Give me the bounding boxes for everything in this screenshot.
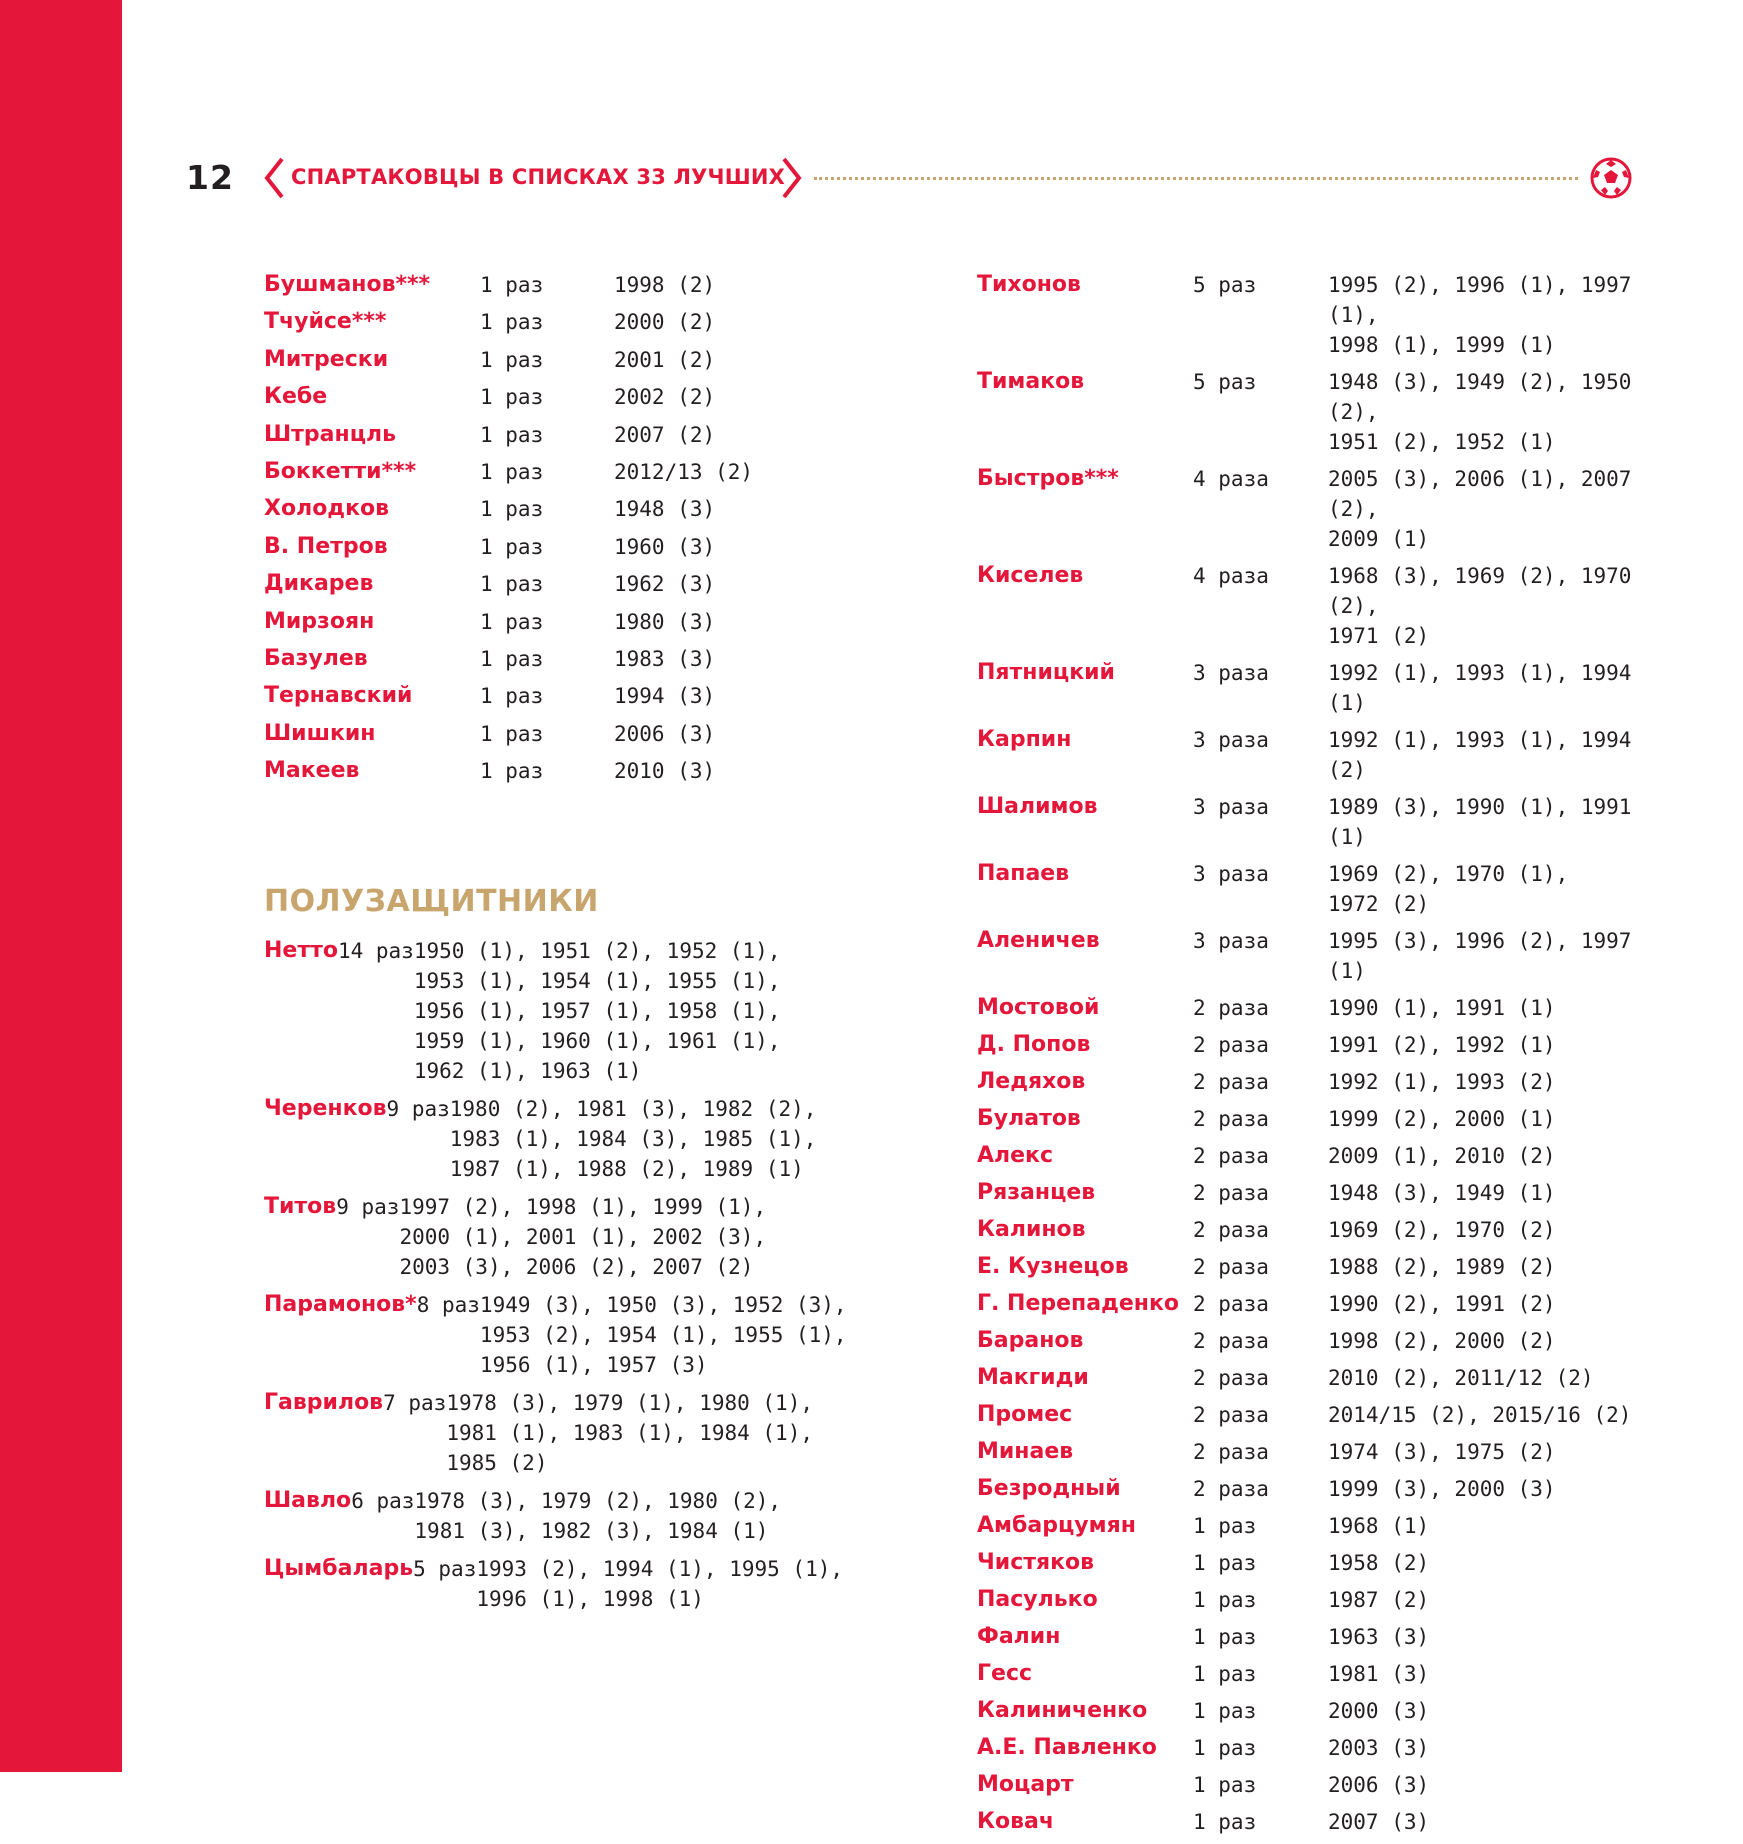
player-row bbox=[977, 1178, 1638, 1208]
player-name: Рязанцев bbox=[977, 1180, 1096, 1205]
player-name: Тернавский bbox=[264, 683, 413, 709]
player-row bbox=[264, 420, 924, 457]
selection-years bbox=[1328, 1289, 1638, 1319]
selection-years bbox=[414, 1486, 781, 1546]
selection-years bbox=[1328, 1807, 1638, 1837]
selection-years: 1948 (3) bbox=[614, 497, 716, 522]
selection-years bbox=[1328, 1326, 1638, 1356]
years-line: 1963 (3) bbox=[1328, 1625, 1430, 1649]
years-line: 1968 (1) bbox=[1328, 1514, 1430, 1538]
player-name: Амбарцумян bbox=[977, 1513, 1136, 1538]
selection-years bbox=[1328, 1363, 1638, 1393]
player-name: Калиниченко bbox=[977, 1698, 1148, 1723]
selection-years bbox=[1328, 1252, 1638, 1282]
years-line: 1995 (2), 1996 (1), 1997 (1), bbox=[1328, 273, 1632, 327]
years-line: 2005 (3), 2006 (1), 2007 (2), bbox=[1328, 467, 1632, 521]
years-line: 1948 (3), 1949 (2), 1950 (2), bbox=[1328, 370, 1632, 424]
player-name: Карпин bbox=[977, 727, 1072, 752]
selection-count: 2 раза bbox=[1193, 1292, 1269, 1316]
player-name: Безродный bbox=[977, 1476, 1121, 1501]
selection-years bbox=[1328, 1585, 1638, 1615]
selection-count: 9 раз bbox=[336, 1195, 400, 1219]
years-line: 1997 (2), 1998 (1), 1999 (1), bbox=[399, 1195, 767, 1219]
player-name: Чистяков bbox=[977, 1550, 1095, 1575]
player-name: Ледяхов bbox=[977, 1069, 1086, 1094]
years-line: 1990 (1), 1991 (1) bbox=[1328, 996, 1556, 1020]
selection-count: 1 раз bbox=[1193, 1662, 1257, 1686]
player-name: Базулев bbox=[264, 645, 368, 671]
selection-count: 1 раз bbox=[1193, 1625, 1257, 1649]
player-row bbox=[264, 756, 924, 793]
years-line: 1995 (3), 1996 (2), 1997 (1) bbox=[1328, 929, 1632, 983]
years-line: 1992 (1), 1993 (2) bbox=[1328, 1070, 1556, 1094]
selection-years bbox=[1328, 561, 1638, 651]
selection-count: 1 раз bbox=[480, 684, 544, 709]
selection-count: 2 раза bbox=[1193, 1070, 1269, 1094]
player-name: Кебе bbox=[264, 384, 328, 410]
player-name: Пятницкий bbox=[977, 660, 1115, 685]
selection-count: 1 раз bbox=[1193, 1514, 1257, 1538]
player-row bbox=[977, 1030, 1638, 1060]
player-name: Алекс bbox=[977, 1143, 1054, 1168]
selection-count: 8 раз bbox=[416, 1293, 480, 1317]
player-row bbox=[977, 725, 1638, 785]
player-row bbox=[264, 1388, 847, 1478]
selection-years bbox=[1328, 464, 1638, 554]
player-name: Быстров*** bbox=[977, 466, 1119, 491]
selection-count: 1 раз bbox=[480, 609, 544, 634]
selection-count: 1 раз bbox=[480, 759, 544, 784]
selection-years bbox=[446, 1388, 813, 1478]
player-row bbox=[264, 607, 924, 644]
selection-count: 1 раз bbox=[480, 534, 544, 559]
selection-count: 1 раз bbox=[480, 572, 544, 597]
selection-years bbox=[1328, 1548, 1638, 1578]
player-name: Тимаков bbox=[977, 369, 1085, 394]
player-row bbox=[977, 1400, 1638, 1430]
selection-years bbox=[1328, 1511, 1638, 1541]
player-name: Ковач bbox=[977, 1809, 1054, 1834]
years-line: 1981 (3) bbox=[1328, 1662, 1430, 1686]
selection-years bbox=[1328, 1400, 1638, 1430]
player-name: Е. Кузнецов bbox=[977, 1254, 1129, 1279]
player-name: Аленичев bbox=[977, 928, 1100, 953]
player-name: В. Петров bbox=[264, 533, 388, 559]
player-name: Минаев bbox=[977, 1439, 1074, 1464]
selection-years bbox=[1328, 1437, 1638, 1467]
selection-count: 3 раза bbox=[1193, 795, 1269, 819]
years-line: 1972 (2) bbox=[1328, 892, 1430, 916]
player-name: Шишкин bbox=[264, 720, 376, 746]
years-line: 2000 (3) bbox=[1328, 1699, 1430, 1723]
selection-count: 5 раз bbox=[1193, 273, 1257, 297]
player-name: Дикарев bbox=[264, 571, 374, 597]
selection-count: 2 раза bbox=[1193, 1218, 1269, 1242]
years-line: 2007 (3) bbox=[1328, 1810, 1430, 1834]
page-header bbox=[186, 156, 1636, 202]
years-line: 1992 (1), 1993 (1), 1994 (2) bbox=[1328, 728, 1632, 782]
player-row bbox=[977, 1622, 1638, 1652]
selection-count: 1 раз bbox=[480, 385, 544, 410]
selection-years: 1960 (3) bbox=[614, 534, 716, 559]
player-name: Мирзоян bbox=[264, 608, 375, 634]
selection-years: 2002 (2) bbox=[614, 385, 716, 410]
player-row bbox=[977, 1511, 1638, 1541]
selection-years bbox=[1328, 367, 1638, 457]
years-line: 1958 (2) bbox=[1328, 1551, 1430, 1575]
selection-years: 2000 (2) bbox=[614, 310, 716, 335]
years-line: 2003 (3) bbox=[1328, 1736, 1430, 1760]
player-name: Макгиди bbox=[977, 1365, 1089, 1390]
years-line: 2000 (1), 2001 (1), 2002 (3), bbox=[399, 1225, 767, 1249]
selection-years bbox=[1328, 1622, 1638, 1652]
selection-count: 2 раза bbox=[1193, 1033, 1269, 1057]
midfielders-list bbox=[264, 936, 847, 1622]
player-row bbox=[977, 792, 1638, 852]
selection-count: 2 раза bbox=[1193, 1366, 1269, 1390]
years-line: 1983 (1), 1984 (3), 1985 (1), bbox=[449, 1127, 817, 1151]
player-row bbox=[264, 936, 847, 1086]
player-row bbox=[264, 532, 924, 569]
years-line: 2009 (1) bbox=[1328, 527, 1430, 551]
player-name: Гаврилов bbox=[264, 1390, 384, 1415]
selection-years: 2012/13 (2) bbox=[614, 459, 754, 484]
selection-count: 2 раза bbox=[1193, 1329, 1269, 1353]
selection-count: 2 раза bbox=[1193, 996, 1269, 1020]
player-row bbox=[264, 1486, 847, 1546]
player-row bbox=[264, 1290, 847, 1380]
player-name: Шавло bbox=[264, 1488, 352, 1513]
player-row bbox=[264, 1554, 847, 1614]
player-row bbox=[977, 1807, 1638, 1837]
player-name: Тихонов bbox=[977, 272, 1081, 297]
selection-count: 2 раза bbox=[1193, 1255, 1269, 1279]
years-line: 1989 (3), 1990 (1), 1991 (1) bbox=[1328, 795, 1632, 849]
years-line: 1949 (3), 1950 (3), 1952 (3), bbox=[479, 1293, 847, 1317]
selection-years bbox=[1328, 725, 1638, 785]
selection-years bbox=[1328, 270, 1638, 360]
selection-count: 3 раза bbox=[1193, 661, 1269, 685]
selection-years bbox=[1328, 859, 1638, 919]
player-row bbox=[977, 1659, 1638, 1689]
player-row bbox=[977, 658, 1638, 718]
selection-count: 1 раз bbox=[480, 646, 544, 671]
years-line: 2003 (3), 2006 (2), 2007 (2) bbox=[399, 1255, 754, 1279]
selection-years bbox=[1328, 1215, 1638, 1245]
player-row bbox=[264, 457, 924, 494]
player-name: Баранов bbox=[977, 1328, 1084, 1353]
selection-count: 6 раз bbox=[351, 1489, 415, 1513]
selection-years: 1994 (3) bbox=[614, 684, 716, 709]
selection-years bbox=[480, 1290, 847, 1380]
player-row bbox=[264, 644, 924, 681]
section-title-midfielders: ПОЛУЗАЩИТНИКИ bbox=[264, 884, 599, 919]
player-name: Булатов bbox=[977, 1106, 1081, 1131]
player-name: Бушманов*** bbox=[264, 272, 431, 297]
selection-years bbox=[414, 936, 781, 1086]
years-line: 1991 (2), 1992 (1) bbox=[1328, 1033, 1556, 1057]
player-name: А.Е. Павленко bbox=[977, 1735, 1157, 1760]
player-row bbox=[977, 1733, 1638, 1763]
years-line: 1981 (1), 1983 (1), 1984 (1), bbox=[446, 1421, 813, 1445]
years-line: 2009 (1), 2010 (2) bbox=[1328, 1144, 1556, 1168]
selection-count: 4 раза bbox=[1193, 564, 1269, 588]
years-line: 1981 (3), 1982 (3), 1984 (1) bbox=[414, 1519, 769, 1543]
player-name: Д. Попов bbox=[977, 1032, 1091, 1057]
player-name: Промес bbox=[977, 1402, 1073, 1427]
player-row bbox=[977, 993, 1638, 1023]
selection-count: 7 раз bbox=[383, 1391, 447, 1415]
player-row bbox=[264, 569, 924, 606]
player-name: Пасулько bbox=[977, 1587, 1098, 1612]
player-row bbox=[977, 926, 1638, 986]
selection-years bbox=[476, 1554, 843, 1614]
selection-count: 4 раза bbox=[1193, 467, 1269, 491]
player-name: Мостовой bbox=[977, 995, 1100, 1020]
years-line: 2014/15 (2), 2015/16 (2) bbox=[1328, 1403, 1632, 1427]
selection-count: 5 раз bbox=[1193, 370, 1257, 394]
selection-years: 2001 (2) bbox=[614, 347, 716, 372]
selection-years: 2010 (3) bbox=[614, 759, 716, 784]
player-row bbox=[977, 367, 1638, 457]
years-line: 1953 (2), 1954 (1), 1955 (1), bbox=[479, 1323, 847, 1347]
player-row bbox=[264, 270, 924, 307]
player-name: Штранцль bbox=[264, 421, 397, 447]
player-name: Папаев bbox=[977, 861, 1070, 886]
player-name: Шалимов bbox=[977, 794, 1098, 819]
selection-count: 1 раз bbox=[480, 273, 544, 297]
years-line: 1950 (1), 1951 (2), 1952 (1), bbox=[413, 939, 781, 963]
years-line: 1999 (3), 2000 (3) bbox=[1328, 1477, 1556, 1501]
years-line: 1985 (2) bbox=[446, 1451, 548, 1475]
player-name: Цымбаларь bbox=[264, 1556, 414, 1581]
player-row bbox=[977, 1437, 1638, 1467]
years-line: 1974 (3), 1975 (2) bbox=[1328, 1440, 1556, 1464]
player-row bbox=[977, 270, 1638, 360]
years-line: 1990 (2), 1991 (2) bbox=[1328, 1292, 1556, 1316]
years-line: 1987 (1), 1988 (2), 1989 (1) bbox=[449, 1157, 804, 1181]
player-name: Боккетти*** bbox=[264, 458, 417, 484]
selection-count: 1 раз bbox=[480, 497, 544, 522]
player-name: Титов bbox=[264, 1194, 337, 1219]
football-icon bbox=[1589, 156, 1633, 200]
player-name: Черенков bbox=[264, 1096, 387, 1121]
chevron-right-icon bbox=[780, 156, 804, 200]
player-name: Киселев bbox=[977, 563, 1084, 588]
years-line: 1953 (1), 1954 (1), 1955 (1), bbox=[413, 969, 781, 993]
player-row bbox=[264, 1192, 847, 1282]
selection-years bbox=[1328, 1104, 1638, 1134]
player-row bbox=[977, 1289, 1638, 1319]
selection-years bbox=[399, 1192, 766, 1282]
player-row bbox=[977, 1770, 1638, 1800]
years-line: 1956 (1), 1957 (1), 1958 (1), bbox=[413, 999, 781, 1023]
selection-years bbox=[1328, 1474, 1638, 1504]
selection-years bbox=[1328, 993, 1638, 1023]
player-name: Митрески bbox=[264, 346, 389, 372]
player-name: Фалин bbox=[977, 1624, 1061, 1649]
defenders-list bbox=[264, 270, 924, 793]
player-row bbox=[264, 494, 924, 531]
player-row bbox=[977, 859, 1638, 919]
player-row bbox=[977, 1104, 1638, 1134]
chevron-left-icon bbox=[262, 156, 286, 200]
selection-years bbox=[1328, 1696, 1638, 1726]
player-row bbox=[977, 464, 1638, 554]
player-name: Моцарт bbox=[977, 1772, 1074, 1797]
years-line: 1959 (1), 1960 (1), 1961 (1), bbox=[413, 1029, 781, 1053]
years-line: 2006 (3) bbox=[1328, 1773, 1430, 1797]
years-line: 1968 (3), 1969 (2), 1970 (2), bbox=[1328, 564, 1632, 618]
selection-count: 1 раз bbox=[1193, 1551, 1257, 1575]
selection-years: 1980 (3) bbox=[614, 609, 716, 634]
selection-years: 2007 (2) bbox=[614, 422, 716, 447]
years-line: 1999 (2), 2000 (1) bbox=[1328, 1107, 1556, 1131]
selection-years bbox=[450, 1094, 817, 1184]
years-line: 1992 (1), 1993 (1), 1994 (1) bbox=[1328, 661, 1632, 715]
selection-count: 2 раза bbox=[1193, 1440, 1269, 1464]
years-line: 1998 (2), 2000 (2) bbox=[1328, 1329, 1556, 1353]
selection-count: 1 раз bbox=[480, 459, 544, 484]
player-name: Парамонов* bbox=[264, 1292, 417, 1317]
selection-count: 1 раз bbox=[1193, 1773, 1257, 1797]
selection-count: 3 раза bbox=[1193, 862, 1269, 886]
years-line: 1978 (3), 1979 (1), 1980 (1), bbox=[446, 1391, 813, 1415]
selection-count: 5 раз bbox=[413, 1557, 477, 1581]
player-row bbox=[977, 1363, 1638, 1393]
selection-years bbox=[1328, 792, 1638, 852]
years-line: 1993 (2), 1994 (1), 1995 (1), bbox=[476, 1557, 843, 1581]
years-line: 1978 (3), 1979 (2), 1980 (2), bbox=[414, 1489, 782, 1513]
years-line: 1996 (1), 1998 (1) bbox=[476, 1587, 704, 1611]
player-name: Г. Перепаденко bbox=[977, 1291, 1180, 1316]
player-name: Тчуйсе*** bbox=[264, 309, 387, 335]
selection-count: 1 раз bbox=[480, 347, 544, 372]
selection-count: 1 раз bbox=[1193, 1699, 1257, 1723]
selection-years bbox=[1328, 1178, 1638, 1208]
player-row bbox=[977, 561, 1638, 651]
player-row bbox=[977, 1252, 1638, 1282]
years-line: 1969 (2), 1970 (2) bbox=[1328, 1218, 1556, 1242]
selection-years: 2006 (3) bbox=[614, 721, 716, 746]
page-number: 12 bbox=[186, 158, 234, 197]
years-line: 1948 (3), 1949 (1) bbox=[1328, 1181, 1556, 1205]
selection-years: 1962 (3) bbox=[614, 572, 716, 597]
selection-count: 1 раз bbox=[1193, 1588, 1257, 1612]
selection-years: 1983 (3) bbox=[614, 646, 716, 671]
years-line: 1987 (2) bbox=[1328, 1588, 1430, 1612]
player-row bbox=[977, 1141, 1638, 1171]
selection-count: 2 раза bbox=[1193, 1181, 1269, 1205]
selection-count: 1 раз bbox=[1193, 1810, 1257, 1834]
player-name: Холодков bbox=[264, 496, 390, 522]
years-line: 1962 (1), 1963 (1) bbox=[413, 1059, 642, 1083]
years-line: 1988 (2), 1989 (2) bbox=[1328, 1255, 1556, 1279]
years-line: 1980 (2), 1981 (3), 1982 (2), bbox=[449, 1097, 817, 1121]
selection-count: 1 раз bbox=[1193, 1736, 1257, 1760]
selection-count: 9 раз bbox=[386, 1097, 450, 1121]
selection-years bbox=[1328, 926, 1638, 986]
selection-years bbox=[1328, 1770, 1638, 1800]
player-name: Макеев bbox=[264, 758, 360, 784]
selection-years bbox=[1328, 658, 1638, 718]
selection-count: 1 раз bbox=[480, 721, 544, 746]
years-line: 1969 (2), 1970 (1), bbox=[1328, 862, 1569, 886]
player-row bbox=[264, 382, 924, 419]
selection-count: 2 раза bbox=[1193, 1107, 1269, 1131]
selection-years bbox=[1328, 1659, 1638, 1689]
players-list-right bbox=[977, 270, 1638, 1844]
selection-years bbox=[1328, 1067, 1638, 1097]
player-name: Калинов bbox=[977, 1217, 1086, 1242]
years-line: 1951 (2), 1952 (1) bbox=[1328, 430, 1556, 454]
player-row bbox=[264, 1094, 847, 1184]
selection-years bbox=[1328, 1141, 1638, 1171]
player-row bbox=[977, 1696, 1638, 1726]
player-row bbox=[977, 1474, 1638, 1504]
player-row bbox=[264, 345, 924, 382]
red-side-strip bbox=[0, 0, 122, 1772]
selection-count: 3 раза bbox=[1193, 728, 1269, 752]
page-title: СПАРТАКОВЦЫ В СПИСКАХ 33 ЛУЧШИХ bbox=[291, 165, 786, 189]
player-row bbox=[977, 1548, 1638, 1578]
selection-count: 2 раза bbox=[1193, 1477, 1269, 1501]
years-line: 1956 (1), 1957 (3) bbox=[479, 1353, 708, 1377]
selection-years bbox=[1328, 1030, 1638, 1060]
player-row bbox=[264, 719, 924, 756]
dotted-divider bbox=[814, 177, 1578, 180]
selection-count: 14 раз bbox=[337, 939, 414, 963]
player-row bbox=[977, 1326, 1638, 1356]
player-name: Гесс bbox=[977, 1661, 1033, 1686]
selection-count: 2 раза bbox=[1193, 1403, 1269, 1427]
player-row bbox=[977, 1585, 1638, 1615]
selection-years: 1998 (2) bbox=[614, 273, 716, 297]
selection-count: 1 раз bbox=[480, 310, 544, 335]
years-line: 1998 (1), 1999 (1) bbox=[1328, 333, 1556, 357]
selection-count: 1 раз bbox=[480, 422, 544, 447]
years-line: 2010 (2), 2011/12 (2) bbox=[1328, 1366, 1594, 1390]
player-name: Нетто bbox=[264, 938, 338, 963]
player-row bbox=[977, 1215, 1638, 1245]
player-row bbox=[977, 1067, 1638, 1097]
player-row bbox=[264, 681, 924, 718]
selection-count: 2 раза bbox=[1193, 1144, 1269, 1168]
player-row bbox=[264, 307, 924, 344]
selection-years bbox=[1328, 1733, 1638, 1763]
selection-count: 3 раза bbox=[1193, 929, 1269, 953]
years-line: 1971 (2) bbox=[1328, 624, 1430, 648]
